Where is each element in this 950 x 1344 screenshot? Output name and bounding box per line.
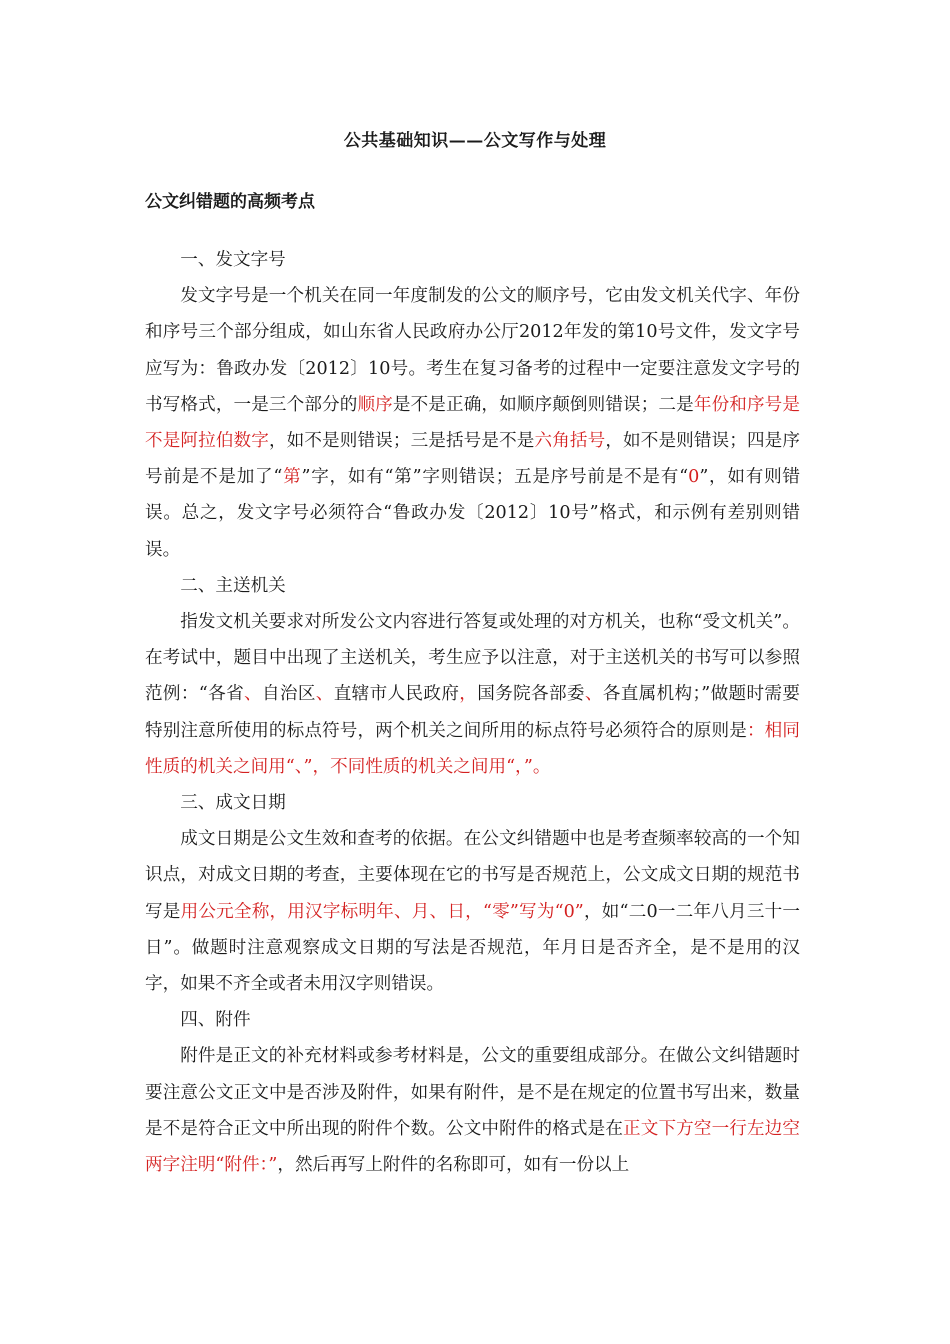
paragraph-text: 各直属机构；”做题时需要特别注意所使用的标点符号，两个机关之间所用的标点符号必须符合的原则是 bbox=[145, 684, 800, 741]
paragraph-text: ”，如有则错误。总之，发文字号必须符合“鲁政办发〔2012〕10号”格式，和示例有差别则错误。 bbox=[145, 467, 800, 560]
section-paragraph bbox=[145, 604, 800, 785]
highlight-text: 第 bbox=[282, 467, 302, 488]
paragraph-text: 附件是正文的补充材料或参考材料是，公文的重要组成部分。在做公文纠错题时要注意公文正文中是否涉及附件，如果有附件，是不是在规定的位置书写出来，数量是不是符合正文中所出现的附件个数。公文中附件的格式是在 bbox=[145, 1046, 800, 1139]
document-subtitle: 公文纠错题的高频考点 bbox=[145, 192, 315, 212]
section-paragraph bbox=[145, 821, 800, 1002]
paragraph-text: ，然后再写上附件的名称即可，如有一份以上 bbox=[277, 1155, 630, 1176]
paragraph-text: 直辖市人民政府 bbox=[333, 684, 460, 705]
section-heading: 一、发文字号 bbox=[180, 250, 286, 270]
highlight-text: 用公元全称，用汉字标明年、月、日，“零”写为“0” bbox=[180, 901, 584, 922]
section-heading: 四、附件 bbox=[180, 1010, 251, 1031]
paragraph-text: 是不是正确，如顺序颠倒则错误；二是 bbox=[392, 394, 694, 415]
highlight-text: 、 bbox=[244, 684, 262, 705]
section-paragraph bbox=[145, 278, 800, 568]
paragraph-text: 发文字号是一个机关在同一年度制发的公文的顺序号，它由发文机关代字、年份和序号三个部分组成，如山东省人民政府办公厅2012年发的第10号文件，发文字号应写为：鲁政办发〔2012〕10号。考生在复习备考的过程中一定要注意发文字号的书写格式，一是三个部分的 bbox=[145, 286, 800, 415]
paragraph-text: ，如不是则错误；四是序号前是不是加了“ bbox=[145, 431, 800, 488]
highlight-text: 、 bbox=[584, 684, 603, 705]
section-heading: 二、主送机关 bbox=[180, 575, 286, 596]
paragraph-text: ，如不是则错误；三是括号是不是 bbox=[268, 431, 535, 452]
highlight-text: 顺序 bbox=[357, 394, 393, 415]
paragraph-text: ，如“二0一二年八月三十一日”。做题时注意观察成文日期的写法是否规范，年月日是否齐全，是不是用的汉字，如果不齐全或者未用汉字则错误。 bbox=[145, 901, 800, 995]
highlight-text: 0 bbox=[688, 467, 700, 488]
section-paragraph bbox=[145, 1038, 800, 1183]
paragraph-text: 自治区 bbox=[261, 684, 316, 705]
paragraph-text: 指发文机关要求对所发公文内容进行答复或处理的对方机关，也称“受文机关”。在考试中，题目中出现了主送机关，考生应予以注意，对于主送机关的书写可以参照范例：“各省 bbox=[145, 612, 800, 705]
paragraph-text: ”字，如有“第”字则错误；五是序号前是不是有“ bbox=[301, 467, 689, 488]
highlight-text: 、 bbox=[315, 684, 334, 705]
section-heading: 三、成文日期 bbox=[180, 793, 286, 814]
document-body bbox=[145, 242, 800, 1183]
highlight-text: 年份和序号是不是阿拉伯数字 bbox=[145, 394, 800, 452]
paragraph-text: 成文日期是公文生效和查考的依据。在公文纠错题中也是考查频率较高的一个知识点，对成文日期的考查，主要体现在它的书写是否规范上，公文成文日期的规范书写是 bbox=[145, 829, 800, 922]
highlight-text: 正文下方空一行左边空两字注明“附件：” bbox=[145, 1118, 800, 1176]
paragraph-text: 国务院各部委 bbox=[477, 684, 585, 705]
highlight-text: ， bbox=[459, 684, 478, 705]
document-title: 公共基础知识——公文写作与处理 bbox=[343, 131, 607, 151]
highlight-text: ：相同性质的机关之间用“、”，不同性质的机关之间用“，”。 bbox=[145, 720, 800, 777]
highlight-text: 六角括号 bbox=[534, 431, 606, 452]
